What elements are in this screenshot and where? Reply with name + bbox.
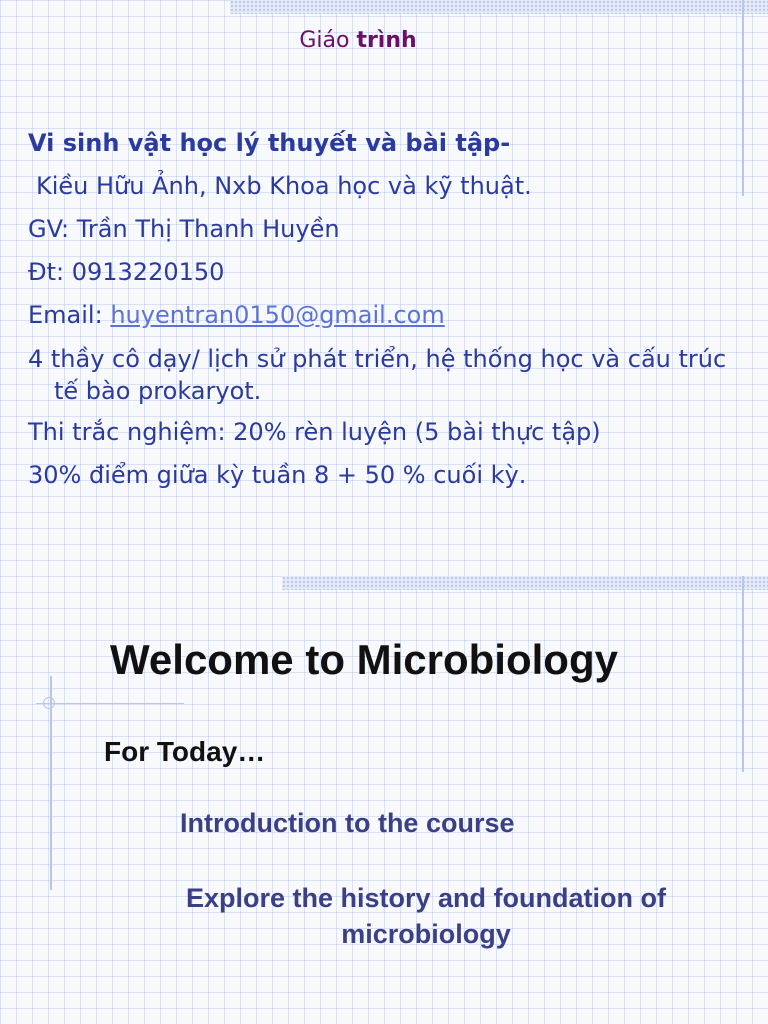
- right-decorative-line: [742, 0, 744, 196]
- agenda-item: Explore the history and foundation of microbiology: [185, 883, 666, 949]
- title-regular: Giáo: [299, 28, 357, 53]
- email-label: Email:: [28, 301, 111, 329]
- slide-title: Welcome to Microbiology: [110, 636, 618, 683]
- decorative-circle: [43, 697, 55, 709]
- slide-2: [0, 576, 768, 1024]
- slide-title: [0, 28, 716, 53]
- textbook-author: Kiều Hữu Ảnh, Nxb Khoa học và kỹ thuật.: [36, 172, 532, 200]
- email-link[interactable]: huyentran0150@gmail.com: [110, 301, 445, 329]
- course-info: [28, 122, 728, 497]
- top-decorative-bar: [282, 576, 768, 590]
- exam-info: Thi trắc nghiệm: 20% rèn luyện (5 bài thực tập): [28, 418, 601, 446]
- agenda-item: Introduction to the course: [180, 808, 515, 838]
- grading-info: 30% điểm giữa kỳ tuần 8 + 50 % cuối kỳ.: [28, 461, 527, 489]
- left-decorative-hline: [36, 703, 184, 704]
- course-topics: 4 thầy cô dạy/ lịch sử phát triển, hệ thống học và cấu trúc tế bào prokaryot.: [28, 345, 727, 405]
- right-decorative-line: [742, 576, 744, 772]
- top-decorative-bar: [230, 0, 768, 14]
- phone: Đt: 0913220150: [28, 258, 225, 286]
- email-line: [28, 294, 728, 337]
- textbook-title: Vi sinh vật học lý thuyết và bài tập-: [28, 129, 511, 157]
- title-bold: trình: [356, 28, 417, 53]
- slide-subtitle: For Today…: [104, 736, 266, 767]
- lecturer: GV: Trần Thị Thanh Huyền: [28, 215, 340, 243]
